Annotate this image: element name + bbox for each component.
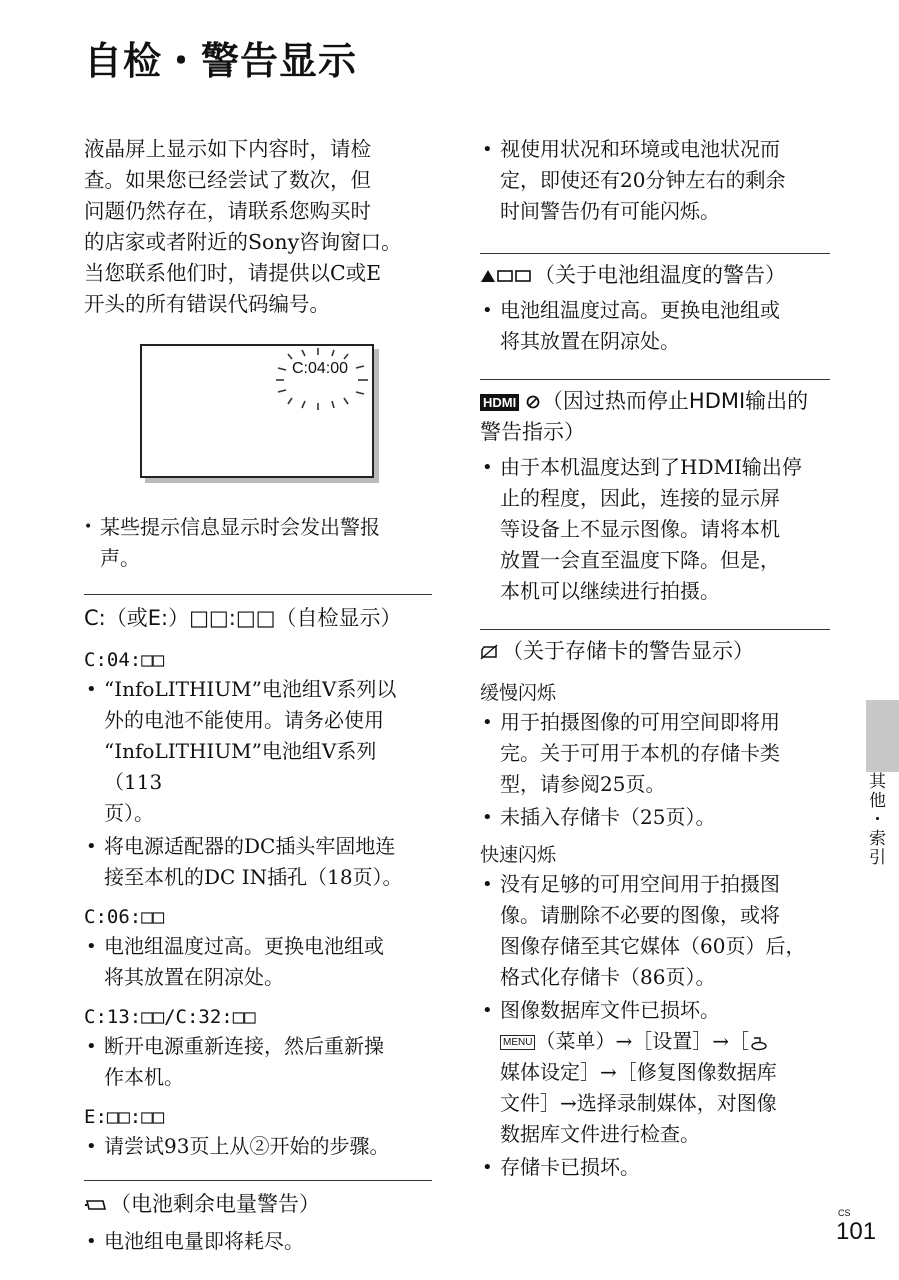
divider: [480, 253, 830, 254]
slow-flash-heading: 缓慢闪烁: [480, 682, 557, 704]
battery-warning-heading: （电池剩余电量警告）: [84, 1189, 432, 1220]
lcd-screen-illustration: [140, 344, 374, 478]
divider: [84, 1180, 432, 1181]
memory-card-heading: （关于存储卡的警告显示）: [480, 636, 830, 667]
hdmi-warning-heading: HDMI （因过热而停止HDMI输出的 警告指示）: [480, 389, 809, 444]
media-settings-icon: [749, 1035, 769, 1051]
battery-temp-heading: （关于电池组温度的警告）: [480, 260, 830, 291]
list-item: • 电池组温度过高。更换电池组或 将其放置在阴凉处。: [84, 931, 432, 993]
list-item: • 电池组电量即将耗尽。: [84, 1226, 432, 1257]
list-item: • 存储卡已损坏。: [480, 1152, 830, 1183]
menu-icon: MENU: [500, 1035, 535, 1050]
language-code: CS: [838, 1208, 851, 1218]
list-item: • 将电源适配器的DC插头牢固地连 接至本机的DC IN插孔（18页）。: [84, 831, 432, 893]
list-item: • 没有足够的可用空间用于拍摄图 像。请删除不必要的图像，或将 图像存储至其它媒体（60页）后， 格式化存储卡（86页）。: [480, 869, 830, 993]
divider: [480, 379, 830, 380]
intro-paragraph: 液晶屏上显示如下内容时，请检 查。如果您已经尝试了数次，但 问题仍然存在，请联系您购买时 的店家或者附近的Sony咨询窗口。 当您联系他们时，请提供以C或E 开头的所有错误代码编号。: [84, 137, 402, 316]
alarm-note: • 某些提示信息显示时会发出警报 声。: [84, 512, 432, 574]
divider: [84, 594, 432, 595]
section-tab-label: 其他・索引: [865, 772, 885, 867]
list-item: • 由于本机温度达到了HDMI输出停 止的程度，因此，连接的显示屏 等设备上不显示图像。请将本机 放置一会直至温度下降。但是， 本机可以继续进行拍摄。: [480, 452, 830, 607]
list-item: • 图像数据库文件已损坏。 MENU （菜单）→［设置］→［ 媒体设定］→［修复图像数据库 文件］→选择录制媒体，对图像 数据库文件进行检查。: [480, 995, 830, 1150]
memory-card-icon: [480, 644, 500, 660]
self-diagnosis-heading: C:（或E:）□□:□□（自检显示）: [84, 606, 402, 630]
list-item: • 未插入存储卡（25页）。: [480, 802, 830, 833]
list-item: • 视使用状况和环境或电池状况而 定，即使还有20分钟左右的剩余 时间警告仍有可能闪烁。: [480, 134, 830, 227]
list-item: • 电池组温度过高。更换电池组或 将其放置在阴凉处。: [480, 295, 830, 357]
prohibited-icon: [526, 395, 540, 409]
list-item: • “InfoLITHIUM”电池组V系列以 外的电池不能使用。请务必使用 “InfoLITHIUM”电池组V系列（113 页）。: [84, 674, 432, 829]
list-item: • 用于拍摄图像的可用空间即将用 完。关于可用于本机的存储卡类 型，请参阅25页。: [480, 707, 830, 800]
error-code-display: C:04:00: [292, 360, 349, 377]
battery-low-icon: [84, 1198, 108, 1212]
fast-flash-heading: 快速闪烁: [480, 844, 557, 866]
right-column: [480, 134, 830, 1185]
hdmi-icon: HDMI: [480, 394, 519, 411]
left-column: [84, 134, 432, 1259]
section-tab: [866, 700, 899, 772]
page-number: 101: [836, 1218, 877, 1245]
code-c13-heading: C:13:□□/C:32:□□: [84, 1006, 256, 1028]
divider: [480, 629, 830, 630]
list-item: • 请尝试93页上从②开始的步骤。: [84, 1131, 432, 1162]
code-c04-heading: C:04:□□: [84, 649, 165, 671]
page-title: 自检・警告显示: [84, 39, 358, 83]
battery-temp-warning-icon: [480, 268, 532, 284]
list-item: • 断开电源重新连接，然后重新操 作本机。: [84, 1031, 432, 1093]
code-e-heading: E:□□:□□: [84, 1106, 165, 1128]
code-c06-heading: C:06:□□: [84, 906, 165, 928]
